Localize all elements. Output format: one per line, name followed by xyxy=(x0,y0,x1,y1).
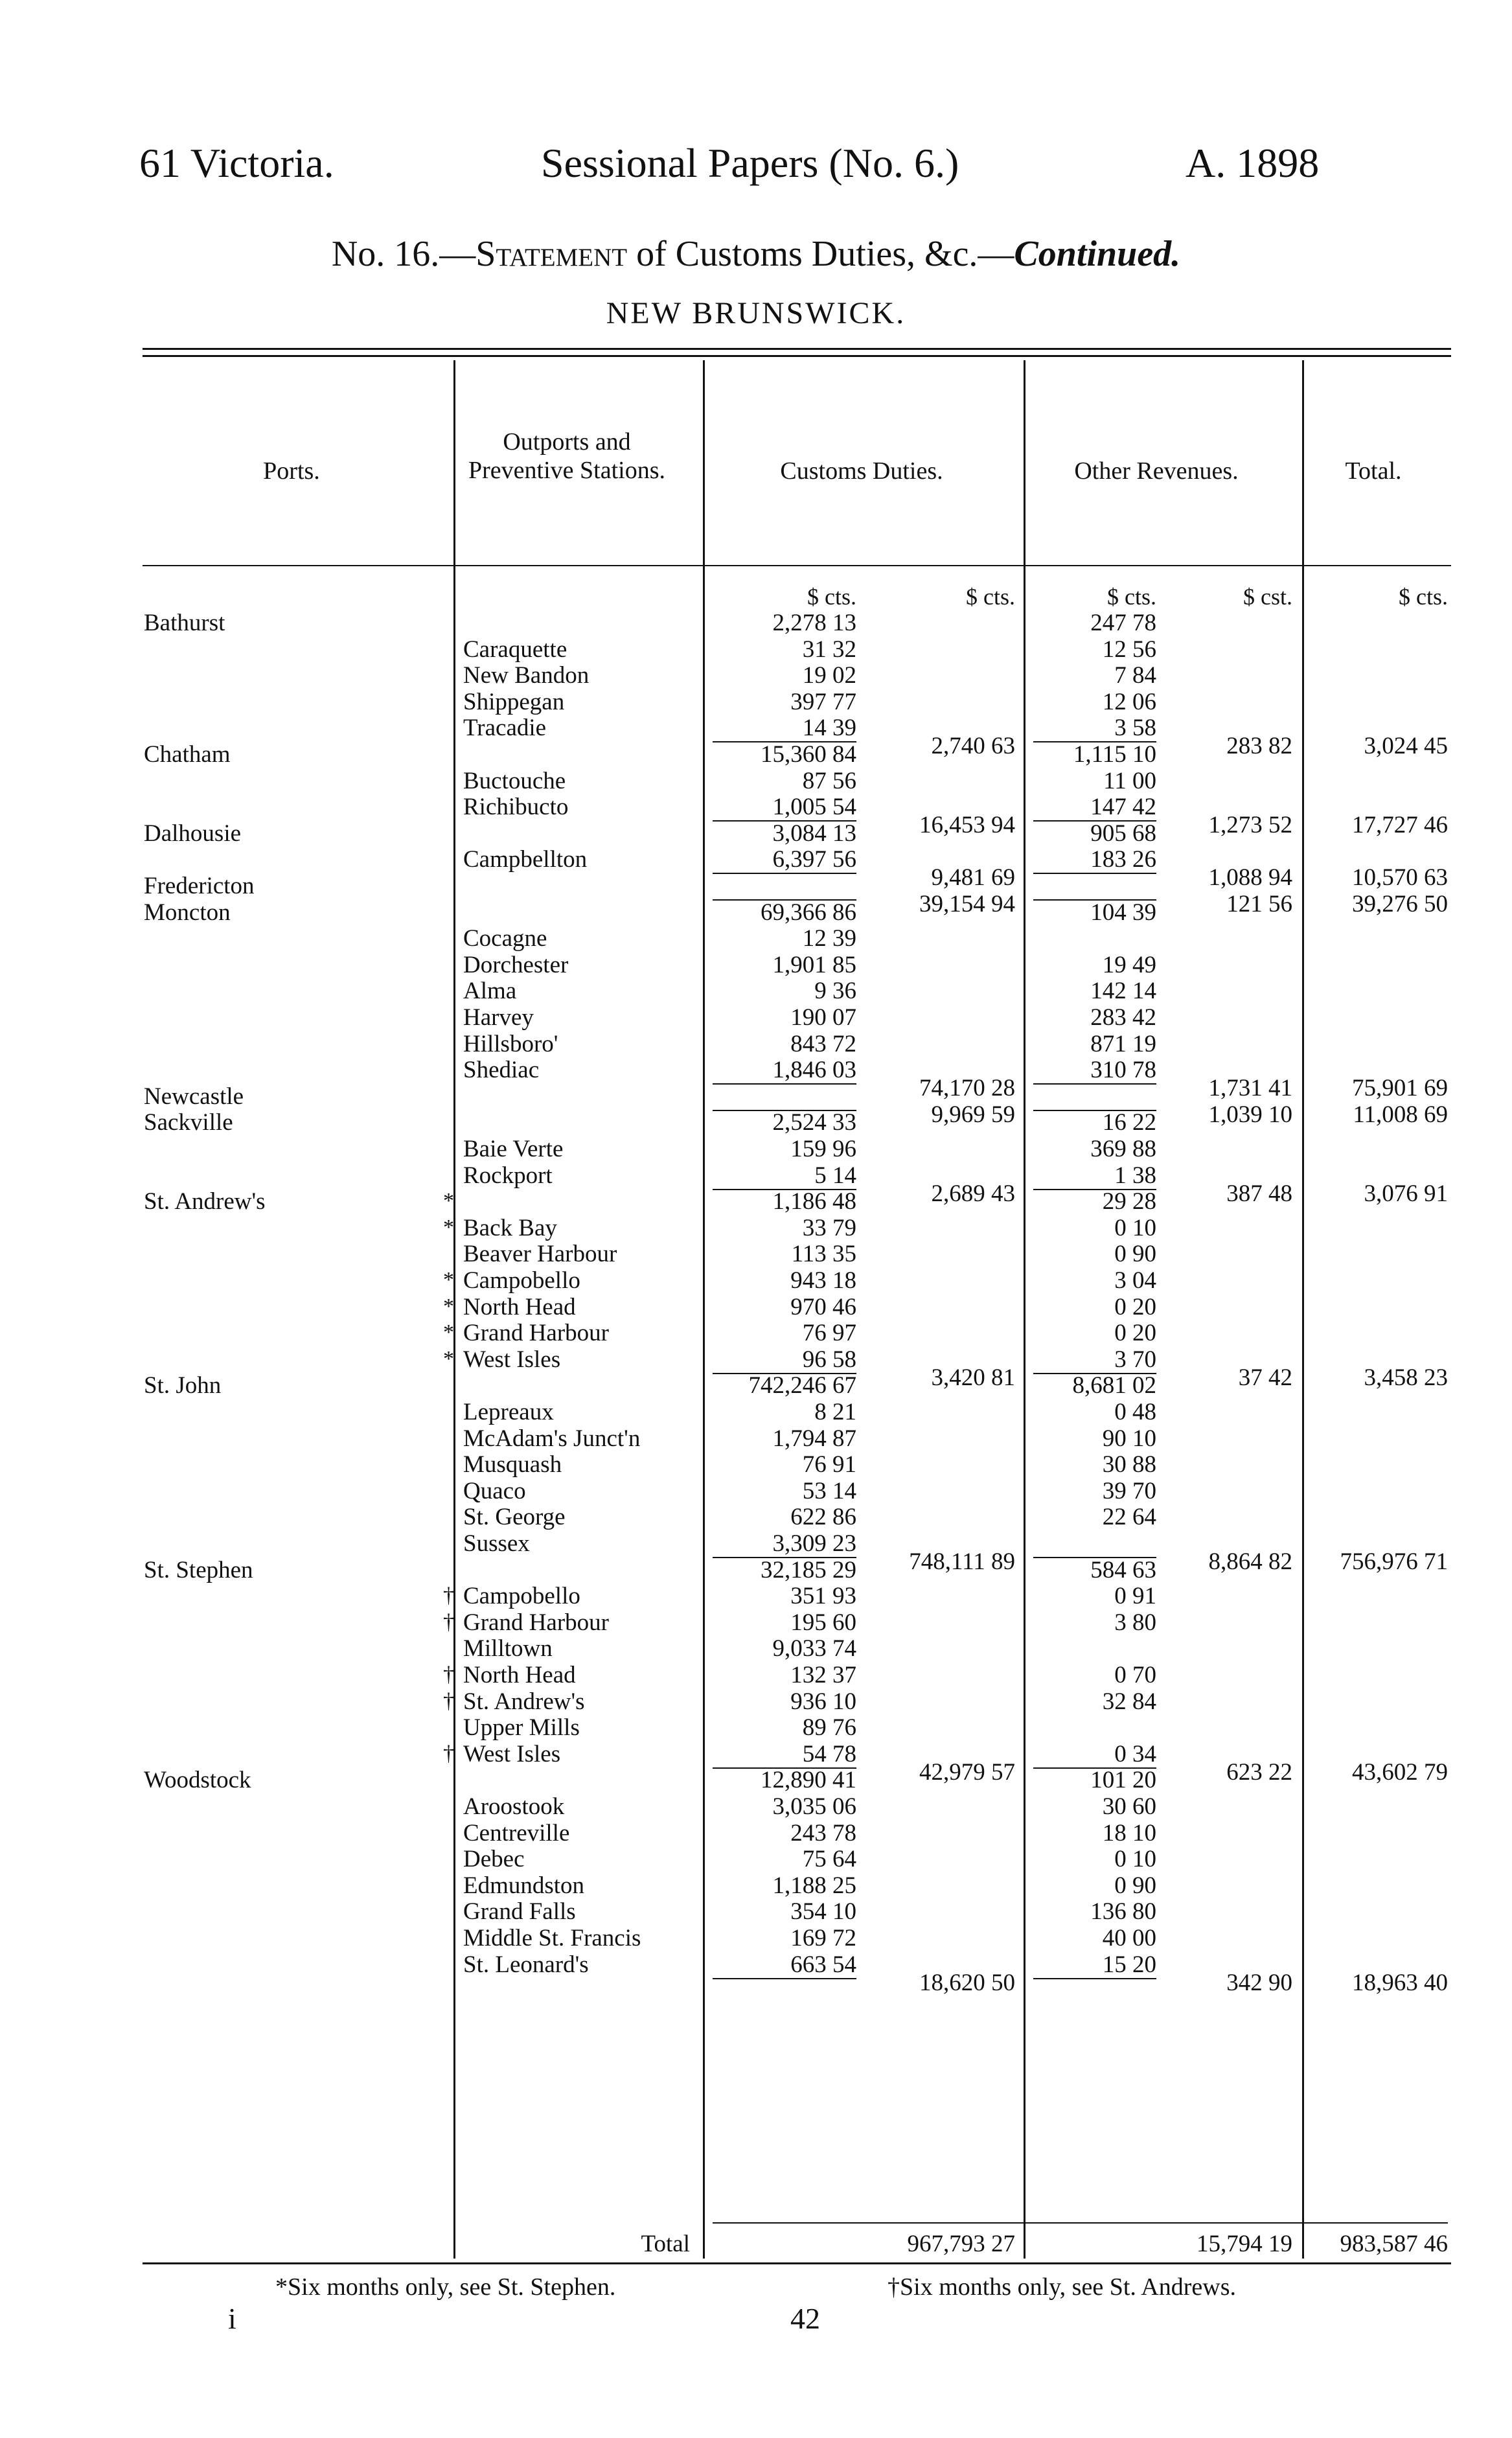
customs-duty-value: 87 56 xyxy=(802,768,856,794)
customs-duty-value: 169 72 xyxy=(790,1925,856,1951)
other-revenue-value: 247 78 xyxy=(1090,610,1156,636)
customs-duty-value: 243 78 xyxy=(790,1820,856,1846)
subtotal-rule xyxy=(713,1978,856,1979)
title-statement: Statement xyxy=(475,234,628,274)
other-revenue-value: 0 90 xyxy=(1114,1241,1156,1267)
customs-duty-value: 742,246 67 xyxy=(748,1372,856,1399)
customs-duty-value: 1,005 54 xyxy=(772,794,856,820)
outport-name: Buctouche xyxy=(463,768,566,794)
customs-subtotal: 18,620 50 xyxy=(919,1970,1015,1996)
header-left: 61 Victoria. xyxy=(139,140,334,186)
port-name: St. Stephen xyxy=(144,1558,253,1583)
outport-name: North Head xyxy=(463,1662,576,1688)
other-revenue-value: 7 84 xyxy=(1114,662,1156,689)
customs-duty-value: 6,397 56 xyxy=(772,846,856,873)
other-revenue-value: 15 20 xyxy=(1102,1951,1156,1978)
col-header-other: Other Revenues. xyxy=(1074,457,1239,485)
customs-duty-value: 32,185 29 xyxy=(761,1557,856,1583)
outport-name: Aroostook xyxy=(463,1794,565,1820)
customs-duty-value: 159 96 xyxy=(790,1136,856,1162)
outport-name: Milltown xyxy=(463,1636,553,1662)
other-revenue-value: 104 39 xyxy=(1090,899,1156,926)
other-revenue-value: 39 70 xyxy=(1102,1478,1156,1504)
other-revenue-value: 0 20 xyxy=(1114,1294,1156,1320)
unit-total: $ cts. xyxy=(1399,584,1448,610)
customs-duty-value: 1,901 85 xyxy=(772,952,856,978)
other-revenue-value: 0 48 xyxy=(1114,1399,1156,1425)
customs-duty-value: 75 64 xyxy=(802,1846,856,1872)
other-revenue-value: 3 80 xyxy=(1114,1609,1156,1636)
other-subtotal: 1,088 94 xyxy=(1208,864,1292,891)
port-name: Bathurst xyxy=(144,610,225,636)
outport-name: Musquash xyxy=(463,1452,562,1478)
customs-subtotal: 3,420 81 xyxy=(931,1364,1015,1391)
customs-duty-value: 89 76 xyxy=(802,1714,856,1741)
outport-name: Caraquette xyxy=(463,637,567,663)
customs-duty-value: 19 02 xyxy=(802,662,856,689)
other-subtotal: 387 48 xyxy=(1226,1180,1292,1207)
subtotal-rule xyxy=(1033,873,1156,874)
customs-duty-value: 1,188 25 xyxy=(772,1872,856,1899)
outport-name: Cocagne xyxy=(463,926,547,952)
outport-name: Edmundston xyxy=(463,1873,585,1899)
customs-subtotal: 39,154 94 xyxy=(919,891,1015,917)
outport-name: New Bandon xyxy=(463,663,590,689)
outport-name: Dorchester xyxy=(463,952,569,978)
page-number: 42 xyxy=(790,2302,820,2335)
footnote-marker: * xyxy=(443,1320,454,1344)
customs-duty-value: 132 37 xyxy=(790,1662,856,1688)
outport-name: West Isles xyxy=(463,1742,561,1767)
port-name: Woodstock xyxy=(144,1767,251,1793)
customs-duty-value: 96 58 xyxy=(802,1346,856,1373)
other-revenue-value: 1,115 10 xyxy=(1073,741,1156,768)
customs-subtotal: 748,111 89 xyxy=(909,1548,1015,1575)
outport-name: Sussex xyxy=(463,1531,530,1557)
port-total: 3,024 45 xyxy=(1364,733,1448,759)
total-top-rule xyxy=(713,2222,1448,2224)
customs-duty-value: 1,846 03 xyxy=(772,1057,856,1083)
port-name: Moncton xyxy=(144,900,231,926)
footnote-dagger: †Six months only, see St. Andrews. xyxy=(888,2273,1236,2301)
other-subtotal: 8,864 82 xyxy=(1208,1548,1292,1575)
customs-duty-value: 2,524 33 xyxy=(772,1109,856,1136)
outport-name: Tracadie xyxy=(463,715,547,741)
title-rest: of Customs Duties, &c.— xyxy=(627,234,1014,274)
other-revenue-value: 1 38 xyxy=(1114,1162,1156,1189)
port-name: Dalhousie xyxy=(144,821,242,847)
other-revenue-value: 0 90 xyxy=(1114,1872,1156,1899)
outport-name: West Isles xyxy=(463,1347,561,1373)
other-revenue-value: 90 10 xyxy=(1102,1425,1156,1452)
port-total: 756,976 71 xyxy=(1340,1548,1448,1575)
col-header-customs: Customs Duties. xyxy=(780,457,943,485)
customs-duty-value: 5 14 xyxy=(814,1162,856,1189)
outport-name: Richibucto xyxy=(463,794,569,820)
other-revenue-value: 11 00 xyxy=(1103,768,1156,794)
total-other: 15,794 19 xyxy=(1197,2231,1292,2257)
customs-duty-value: 8 21 xyxy=(814,1399,856,1425)
customs-subtotal: 16,453 94 xyxy=(919,812,1015,838)
footnote-marker: * xyxy=(443,1347,454,1371)
other-revenue-value: 3 58 xyxy=(1114,715,1156,741)
outport-name: Campbellton xyxy=(463,847,588,873)
customs-subtotal: 2,689 43 xyxy=(931,1180,1015,1207)
outport-name: Hillsboro' xyxy=(463,1031,558,1057)
footnote-marker: † xyxy=(443,1689,454,1713)
customs-duty-value: 843 72 xyxy=(790,1031,856,1057)
port-total: 39,276 50 xyxy=(1352,891,1448,917)
customs-duty-value: 12,890 41 xyxy=(761,1767,856,1793)
other-revenue-value: 0 34 xyxy=(1114,1741,1156,1767)
port-total: 3,076 91 xyxy=(1364,1180,1448,1207)
outport-name: Centreville xyxy=(463,1821,570,1846)
other-revenue-value: 0 70 xyxy=(1114,1662,1156,1688)
unit-other-total: $ cst. xyxy=(1243,584,1292,610)
header-center: Sessional Papers (No. 6.) xyxy=(541,140,959,186)
unit-customs: $ cts. xyxy=(807,584,856,610)
port-name: Chatham xyxy=(144,742,231,768)
outport-name: Harvey xyxy=(463,1005,534,1031)
customs-duty-value: 113 35 xyxy=(791,1241,856,1267)
other-revenue-value: 3 04 xyxy=(1114,1267,1156,1294)
port-total: 75,901 69 xyxy=(1352,1075,1448,1101)
title-continued: Continued. xyxy=(1014,234,1181,274)
other-revenue-value: 142 14 xyxy=(1090,978,1156,1004)
port-name: Sackville xyxy=(144,1110,233,1136)
footnote-marker: * xyxy=(443,1215,454,1239)
total-grand: 983,587 46 xyxy=(1340,2231,1448,2257)
customs-duty-value: 2,278 13 xyxy=(772,610,856,636)
other-revenue-value: 905 68 xyxy=(1090,820,1156,847)
title-number: No. 16.— xyxy=(331,234,476,274)
other-subtotal: 37 42 xyxy=(1238,1364,1292,1391)
other-revenue-value: 584 63 xyxy=(1090,1557,1156,1583)
customs-duty-value: 3,084 13 xyxy=(772,820,856,847)
subtotal-rule xyxy=(713,1083,856,1085)
other-subtotal: 623 22 xyxy=(1226,1759,1292,1786)
other-revenue-value: 183 26 xyxy=(1090,846,1156,873)
outport-name: North Head xyxy=(463,1294,576,1320)
outport-name: Shippegan xyxy=(463,689,565,715)
port-total: 18,963 40 xyxy=(1352,1970,1448,1996)
customs-duty-value: 76 97 xyxy=(802,1320,856,1346)
other-revenue-value: 30 60 xyxy=(1102,1793,1156,1820)
province-heading: NEW BRUNSWICK. xyxy=(606,296,906,330)
other-revenue-value: 29 28 xyxy=(1102,1188,1156,1215)
customs-duty-value: 9,033 74 xyxy=(772,1635,856,1662)
header-right: A. 1898 xyxy=(1186,140,1320,186)
footnote-marker: * xyxy=(443,1294,454,1318)
other-subtotal: 1,039 10 xyxy=(1208,1101,1292,1128)
outport-name: Back Bay xyxy=(463,1215,557,1241)
other-revenue-value: 16 22 xyxy=(1102,1109,1156,1136)
customs-duty-value: 31 32 xyxy=(802,636,856,663)
other-revenue-value: 12 06 xyxy=(1102,689,1156,715)
customs-duty-value: 1,794 87 xyxy=(772,1425,856,1452)
outport-name: Lepreaux xyxy=(463,1399,554,1425)
customs-duty-value: 195 60 xyxy=(790,1609,856,1636)
customs-duty-value: 190 07 xyxy=(790,1004,856,1031)
customs-duty-value: 3,035 06 xyxy=(772,1793,856,1820)
outport-name: St. Leonard's xyxy=(463,1952,589,1978)
customs-duty-value: 622 86 xyxy=(790,1504,856,1530)
subtotal-rule xyxy=(1033,1083,1156,1085)
customs-subtotal: 9,969 59 xyxy=(931,1101,1015,1128)
customs-subtotal: 2,740 63 xyxy=(931,733,1015,759)
customs-duty-value: 943 18 xyxy=(790,1267,856,1294)
outport-name: Middle St. Francis xyxy=(463,1926,641,1951)
customs-duty-value: 397 77 xyxy=(790,689,856,715)
outport-name: Shediac xyxy=(463,1057,540,1083)
other-subtotal: 121 56 xyxy=(1226,891,1292,917)
customs-duty-value: 54 78 xyxy=(802,1741,856,1767)
other-revenue-value: 147 42 xyxy=(1090,794,1156,820)
outport-name: St. Andrew's xyxy=(463,1689,585,1715)
other-revenue-value: 0 91 xyxy=(1114,1583,1156,1609)
customs-duty-value: 53 14 xyxy=(802,1478,856,1504)
customs-duty-value: 1,186 48 xyxy=(772,1188,856,1215)
subtotal-rule xyxy=(1033,1978,1156,1979)
other-revenue-value: 0 20 xyxy=(1114,1320,1156,1346)
other-subtotal: 1,273 52 xyxy=(1208,812,1292,838)
customs-duty-value: 14 39 xyxy=(802,715,856,741)
outport-name: McAdam's Junct'n xyxy=(463,1426,641,1452)
outport-name: Alma xyxy=(463,978,517,1004)
port-total: 3,458 23 xyxy=(1364,1364,1448,1391)
other-revenue-value: 369 88 xyxy=(1090,1136,1156,1162)
other-revenue-value: 32 84 xyxy=(1102,1688,1156,1715)
customs-duty-value: 76 91 xyxy=(802,1451,856,1478)
other-subtotal: 1,731 41 xyxy=(1208,1075,1292,1101)
other-revenue-value: 101 20 xyxy=(1090,1767,1156,1793)
outport-name: Grand Harbour xyxy=(463,1610,609,1636)
other-subtotal: 342 90 xyxy=(1226,1970,1292,1996)
customs-duty-value: 33 79 xyxy=(802,1215,856,1241)
other-subtotal: 283 82 xyxy=(1226,733,1292,759)
other-revenue-value: 12 56 xyxy=(1102,636,1156,663)
port-name: St. John xyxy=(144,1373,222,1399)
customs-subtotal: 42,979 57 xyxy=(919,1759,1015,1786)
other-revenue-value: 40 00 xyxy=(1102,1925,1156,1951)
customs-duty-value: 936 10 xyxy=(790,1688,856,1715)
outport-name: Grand Harbour xyxy=(463,1320,609,1346)
port-name: Newcastle xyxy=(144,1084,244,1110)
col-header-total: Total. xyxy=(1345,457,1402,485)
footnote-marker: † xyxy=(443,1742,454,1765)
footnote-marker: † xyxy=(443,1583,454,1607)
port-total: 11,008 69 xyxy=(1353,1101,1448,1128)
outport-name: St. George xyxy=(463,1504,566,1530)
other-revenue-value: 136 80 xyxy=(1090,1898,1156,1925)
port-name: Fredericton xyxy=(144,873,255,899)
other-revenue-value: 0 10 xyxy=(1114,1846,1156,1872)
customs-duty-value: 354 10 xyxy=(790,1898,856,1925)
other-revenue-value: 22 64 xyxy=(1102,1504,1156,1530)
customs-subtotal: 74,170 28 xyxy=(919,1075,1015,1101)
outport-name: Campobello xyxy=(463,1583,580,1609)
port-name: St. Andrew's xyxy=(144,1189,266,1215)
unit-other: $ cts. xyxy=(1107,584,1156,610)
margin-mark: i xyxy=(228,2302,236,2335)
footnote-marker: * xyxy=(443,1189,454,1213)
customs-duty-value: 69,366 86 xyxy=(761,899,856,926)
customs-duty-value: 15,360 84 xyxy=(761,741,856,768)
total-customs: 967,793 27 xyxy=(907,2231,1015,2257)
outport-name: Beaver Harbour xyxy=(463,1241,617,1267)
outport-name: Baie Verte xyxy=(463,1136,564,1162)
other-revenue-value: 310 78 xyxy=(1090,1057,1156,1083)
port-total: 43,602 79 xyxy=(1352,1759,1448,1786)
footnote-marker: † xyxy=(443,1610,454,1634)
outport-name: Rockport xyxy=(463,1163,553,1189)
customs-duty-value: 970 46 xyxy=(790,1294,856,1320)
other-revenue-value: 19 49 xyxy=(1102,952,1156,978)
customs-subtotal: 9,481 69 xyxy=(931,864,1015,891)
customs-duty-value: 351 93 xyxy=(790,1583,856,1609)
port-total: 10,570 63 xyxy=(1352,864,1448,891)
other-revenue-value: 3 70 xyxy=(1114,1346,1156,1373)
subtotal-rule xyxy=(713,873,856,874)
other-revenue-value: 0 10 xyxy=(1114,1215,1156,1241)
other-revenue-value: 8,681 02 xyxy=(1072,1372,1156,1399)
total-label: Total xyxy=(641,2231,690,2257)
col-header-ports: Ports. xyxy=(263,457,320,485)
unit-customs-total: $ cts. xyxy=(966,584,1015,610)
outport-name: Grand Falls xyxy=(463,1899,576,1925)
outport-name: Upper Mills xyxy=(463,1715,580,1741)
bottom-rule xyxy=(143,2262,1451,2264)
port-total: 17,727 46 xyxy=(1352,812,1448,838)
other-revenue-value: 871 19 xyxy=(1090,1031,1156,1057)
outport-name: Debec xyxy=(463,1846,525,1872)
customs-duty-value: 663 54 xyxy=(790,1951,856,1978)
col-header-outports: Outports and Preventive Stations. xyxy=(468,428,665,484)
other-revenue-value: 30 88 xyxy=(1102,1451,1156,1478)
footnote-marker: * xyxy=(443,1268,454,1292)
other-revenue-value: 283 42 xyxy=(1090,1004,1156,1031)
outport-name: Quaco xyxy=(463,1478,526,1504)
other-revenue-value: 18 10 xyxy=(1102,1820,1156,1846)
footnote-marker: † xyxy=(443,1662,454,1686)
customs-duty-value: 9 36 xyxy=(814,978,856,1004)
outport-name: Campobello xyxy=(463,1268,580,1294)
customs-duty-value: 3,309 23 xyxy=(772,1530,856,1557)
customs-duty-value: 12 39 xyxy=(802,925,856,952)
footnote-star: *Six months only, see St. Stephen. xyxy=(275,2273,616,2301)
